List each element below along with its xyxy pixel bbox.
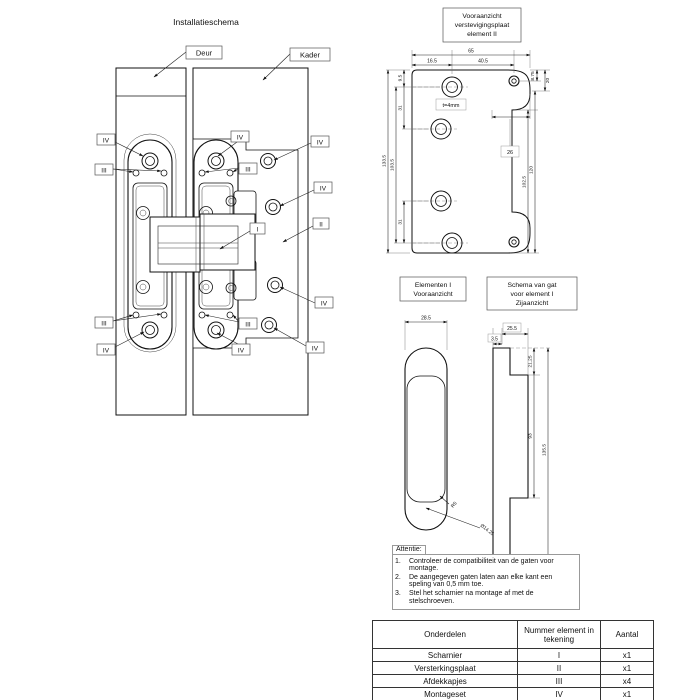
header-aantal: Aantal: [601, 621, 654, 649]
callout-label: IV: [319, 185, 327, 193]
dim-hole-offset: 3.5: [491, 336, 498, 343]
plate-title-line3: element II: [467, 31, 497, 38]
attention-item: [395, 558, 576, 573]
callout-label: I: [256, 226, 259, 234]
hole-title-line3: Zijaanzicht: [515, 300, 549, 307]
callout-label: III: [101, 167, 107, 175]
callout-label: II: [319, 221, 323, 229]
dim-total-width: 65: [468, 48, 474, 55]
hole-title: [487, 277, 577, 310]
plate-view: [360, 0, 570, 270]
plate-dims-left: [382, 70, 441, 253]
item-text: Controleer de compatibiliteit van de gaten voor montage.: [409, 557, 554, 573]
callout-iv-right-1: [274, 136, 329, 160]
attention-title: Attentie:: [392, 545, 426, 555]
dim-inner-height: 103.5: [390, 158, 396, 172]
dim-right-outer: 120: [529, 165, 535, 175]
installation-diagram: [0, 0, 360, 440]
part-qty: x1: [601, 688, 654, 700]
attention-body: [392, 554, 580, 611]
dim-right-small: 8.75: [531, 71, 536, 81]
table-row: [373, 649, 654, 662]
dim-right-inner: 102.5: [522, 175, 528, 189]
callout-label: IV: [102, 347, 110, 355]
dim-right-top: 20: [546, 77, 551, 84]
plate-dim-ear: [492, 94, 530, 157]
callout-label: IV: [320, 300, 328, 308]
dim-hole-width: 25.5: [507, 326, 517, 332]
plate-view-title: [443, 8, 521, 42]
thickness-text: t=4mm: [442, 103, 460, 109]
plate-dims-right: [510, 70, 551, 253]
callout-label: IV: [316, 139, 324, 147]
callout-label: IV: [237, 347, 245, 355]
callout-label: III: [245, 166, 251, 174]
dim-pitch-top: 31: [398, 105, 404, 111]
hole-title-line1: Schema van gat: [507, 282, 557, 289]
header-nummer-element: Nummer element in tekening: [518, 621, 601, 649]
parts-table: [372, 620, 654, 700]
dim-hole-middle: 93: [528, 433, 534, 439]
dim-total-height: 133.5: [382, 154, 388, 168]
dim-hole-total: 135.5: [542, 443, 548, 457]
callout-label: IV: [236, 134, 244, 142]
door-label: Deur: [195, 48, 213, 58]
item-number: 1.: [395, 557, 401, 565]
table-row: [373, 688, 654, 700]
attention-item: [395, 590, 576, 605]
attention-block: [392, 545, 580, 610]
elem1-title-line2: Vooraanzicht: [413, 291, 453, 298]
table-header-row: [373, 621, 654, 649]
attention-item: [395, 574, 576, 589]
dim-elem1-radius: R5: [450, 501, 459, 510]
dim-h1: 9.5: [398, 74, 404, 82]
part-qty: x1: [601, 649, 654, 662]
dim-hole-top: 21.25: [528, 355, 534, 368]
hinge-center-body: [150, 214, 255, 272]
table-row: [373, 662, 654, 675]
item-text: Stel het scharnier na montage af met de stelschroeven.: [409, 589, 534, 605]
part-name: Afdekkapjes: [373, 675, 518, 688]
part-name: Scharnier: [373, 649, 518, 662]
plate-outline: [412, 70, 530, 253]
part-element: IV: [518, 688, 601, 700]
item-number: 3.: [395, 589, 401, 597]
part-qty: x1: [601, 662, 654, 675]
part-name: Montageset: [373, 688, 518, 700]
header-onderdelen: Onderdelen: [373, 621, 518, 649]
install-title: Installatieschema: [173, 17, 239, 27]
dim-pitch-bottom: 31: [398, 219, 404, 225]
dim-w1: 16.5: [427, 58, 437, 65]
elem1-title-line1: Elementen I: [414, 282, 452, 289]
item-text: De aangegeven gaten laten aan elke kant een speling van 0,5 mm toe.: [409, 573, 553, 589]
door-callout: [154, 46, 222, 77]
hole-title-line2: voor element I: [510, 291, 554, 298]
frame-label: Kader: [299, 50, 321, 60]
callout-label: III: [101, 320, 107, 328]
part-element: I: [518, 649, 601, 662]
plate-title-line2: verstevigingsplaat: [454, 22, 510, 29]
plate-title-line1: Vooraanzicht: [462, 13, 502, 20]
part-element: II: [518, 662, 601, 675]
part-element: III: [518, 675, 601, 688]
table-row: [373, 675, 654, 688]
elem1-title: [400, 277, 466, 301]
callout-label: III: [245, 321, 251, 329]
callout-label: IV: [311, 345, 319, 353]
dim-elem1-width: 28.5: [421, 315, 431, 322]
part-qty: x4: [601, 675, 654, 688]
item-number: 2.: [395, 573, 401, 581]
dim-elem1-diameter: Ø14.25: [478, 523, 495, 538]
part-name: Versterkingsplaat: [373, 662, 518, 675]
elem1-drawing: [405, 316, 495, 538]
dim-ear-width: 26: [506, 150, 514, 156]
callout-label: IV: [102, 137, 110, 145]
frame-callout: [263, 48, 330, 80]
dim-w2: 40.5: [478, 58, 488, 65]
plate-thickness-label: [436, 99, 466, 110]
